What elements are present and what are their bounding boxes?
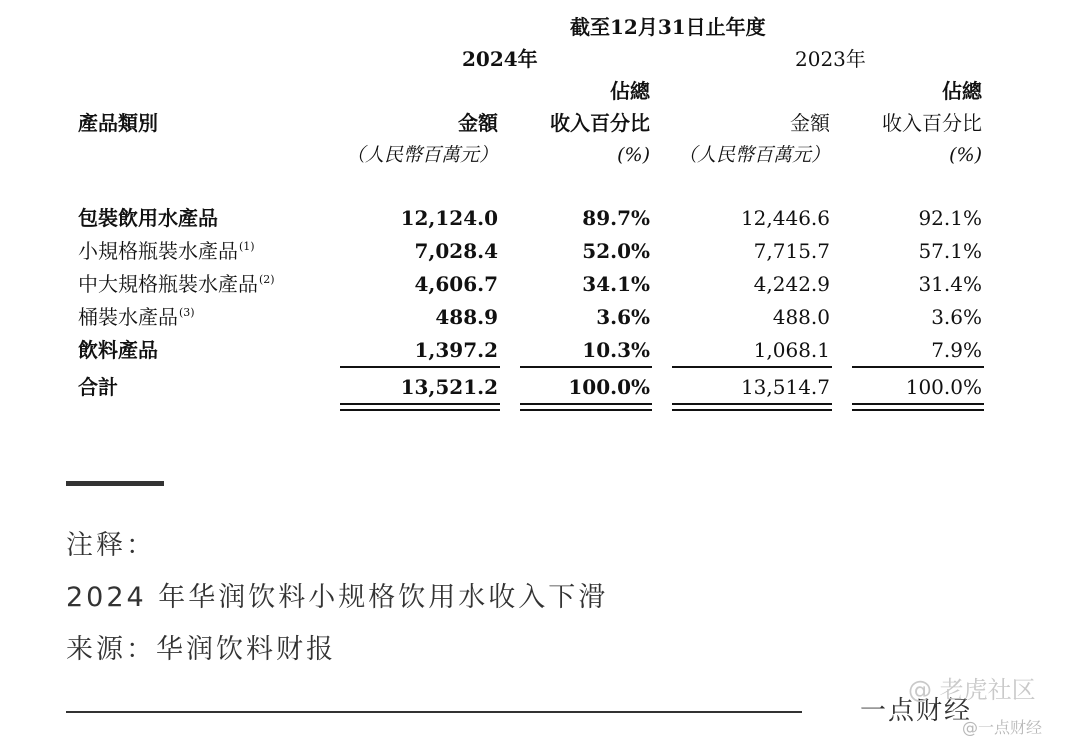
row-percent-2023: 57.1%	[918, 239, 982, 263]
row-percent-2023: 92.1%	[918, 206, 982, 230]
row-value-2023: 488.0	[772, 305, 830, 329]
row-percent-2023: 3.6%	[931, 305, 982, 329]
share-header-2023-top: 佔總	[942, 79, 982, 103]
category-header: 產品類別	[78, 111, 158, 135]
subtotal-rule	[520, 366, 652, 368]
percent-unit-2024: (%)	[617, 144, 650, 166]
row-value-2023: 1,068.1	[753, 338, 830, 362]
period-header: 截至12月31日止年度	[570, 15, 766, 39]
row-percent-2023: 7.9%	[931, 338, 982, 362]
watermark-tiger-community: @ 老虎社区	[908, 676, 1036, 704]
row-value-2024: 4,606.7	[414, 272, 498, 296]
notes-title: 注释：	[66, 530, 156, 561]
row-label-small-bottled-water	[78, 241, 255, 261]
amount-header-2024: 金額	[458, 111, 498, 135]
total-value-2024: 13,521.2	[400, 375, 498, 399]
total-double-rule	[340, 409, 500, 411]
year-2023-header: 2023年	[795, 47, 866, 71]
row-value-2023: 12,446.6	[740, 206, 830, 230]
share-header-2023-bottom: 收入百分比	[882, 111, 982, 135]
row-label-large-bottled-water	[78, 274, 275, 294]
row-value-2023: 4,242.9	[753, 272, 830, 296]
row-percent-2024: 3.6%	[596, 305, 650, 329]
row-label-total: 合計	[78, 375, 118, 399]
subtotal-rule	[852, 366, 984, 368]
footer-brand: 一点财经	[860, 696, 973, 726]
row-label-barrelled-water	[78, 307, 195, 327]
total-double-rule	[672, 409, 832, 411]
percent-unit-2023: (%)	[949, 144, 982, 166]
row-value-2024: 1,397.2	[414, 338, 498, 362]
footer-divider	[66, 711, 802, 713]
footnote-marker: (3)	[179, 306, 195, 320]
row-label-packaged-water: 包裝飲用水產品	[78, 206, 218, 230]
year-2024-header: 2024年	[462, 47, 538, 71]
total-double-rule	[672, 403, 832, 405]
row-label-text: 桶裝水產品	[78, 305, 178, 329]
footnote-marker: (2)	[259, 273, 275, 287]
total-value-2023: 13,514.7	[740, 375, 830, 399]
row-value-2024: 488.9	[435, 305, 498, 329]
total-percent-2023: 100.0%	[905, 375, 982, 399]
amount-unit-2024: （人民幣百萬元）	[345, 144, 498, 166]
total-double-rule	[520, 403, 652, 405]
row-value-2023: 7,715.7	[753, 239, 830, 263]
total-percent-2024: 100.0%	[568, 375, 650, 399]
total-double-rule	[852, 403, 984, 405]
row-label-beverage: 飲料產品	[78, 338, 158, 362]
share-header-2024-bottom: 收入百分比	[550, 111, 650, 135]
amount-unit-2023: （人民幣百萬元）	[677, 144, 830, 166]
row-percent-2024: 10.3%	[582, 338, 650, 362]
row-value-2024: 12,124.0	[400, 206, 498, 230]
share-header-2024-top: 佔總	[610, 79, 650, 103]
row-percent-2023: 31.4%	[918, 272, 982, 296]
subtotal-rule	[340, 366, 500, 368]
row-percent-2024: 34.1%	[582, 272, 650, 296]
total-double-rule	[340, 403, 500, 405]
row-value-2024: 7,028.4	[414, 239, 498, 263]
subtotal-rule	[672, 366, 832, 368]
total-double-rule	[852, 409, 984, 411]
footnote-marker: (1)	[239, 240, 255, 254]
watermark-source: @一点财经	[962, 718, 1043, 737]
row-label-text: 中大規格瓶裝水產品	[78, 272, 258, 296]
amount-header-2023: 金額	[790, 111, 830, 135]
notes-accent-bar	[66, 481, 164, 486]
row-label-text: 小規格瓶裝水產品	[78, 239, 238, 263]
notes-line-2: 来源：华润饮料财报	[66, 634, 336, 665]
row-percent-2024: 52.0%	[582, 239, 650, 263]
total-double-rule	[520, 409, 652, 411]
notes-line-1: 2024 年华润饮料小规格饮用水收入下滑	[66, 582, 609, 613]
row-percent-2024: 89.7%	[582, 206, 650, 230]
